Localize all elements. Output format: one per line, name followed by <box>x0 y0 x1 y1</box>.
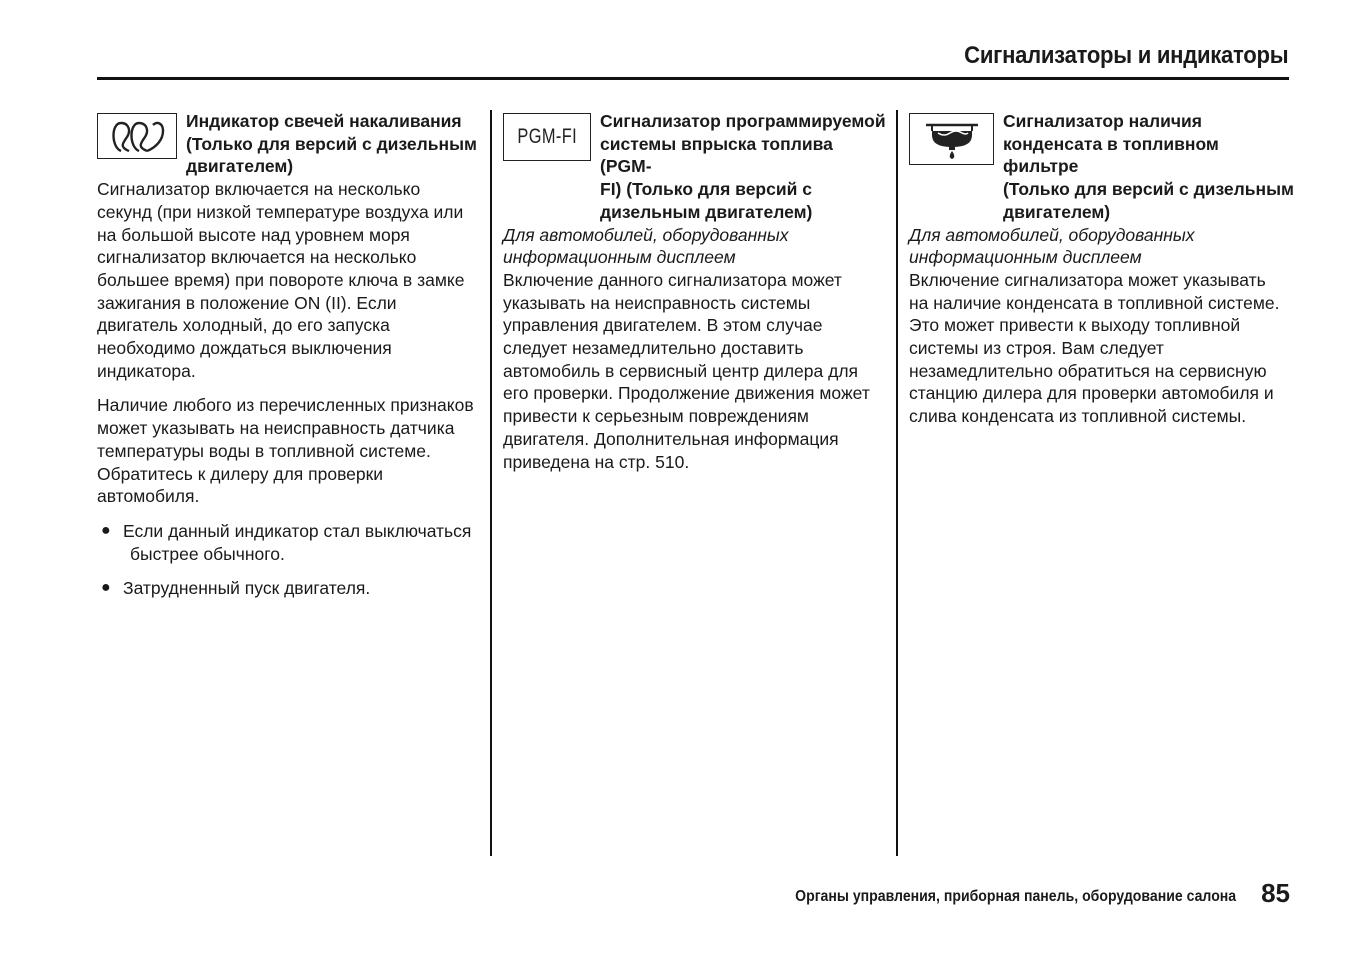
body-paragraph: Включение данного сигнализатора может указывать на неисправность системы управления двигателем. В этом случае следует незамедлительно доставить автомобиль в сервисный центр дилера для его проверки. Продолжение движения может привести к серьезным повреждениям двигателя. Дополнительная информация приведена на стр. 510. <box>503 269 870 472</box>
section-heading: Сигнализатор наличия конденсата в топливном фильтре (Только для версий с дизельным двигателем) <box>1003 111 1294 222</box>
page-title: Сигнализаторы и индикаторы <box>963 42 1288 69</box>
glow-plug-coil-icon <box>97 113 177 159</box>
column-divider <box>490 110 492 856</box>
column-water-in-fuel <box>909 110 1294 428</box>
body-paragraph: Наличие любого из перечисленных признаков может указывать на неисправность датчика температуры воды в топливной системе. Обратитесь к дилеру для проверки автомобиля. <box>97 395 474 507</box>
italic-note: Для автомобилей, оборудованных информационным дисплеем <box>909 224 1195 268</box>
list-item: ● Если данный индикатор стал выключаться быстрее обычного. <box>101 520 472 564</box>
italic-note: Для автомобилей, оборудованных информационным дисплеем <box>503 224 789 268</box>
column-divider <box>896 110 898 856</box>
section-heading: Индикатор свечей накаливания (Только для версий с дизельным двигателем) <box>186 111 477 177</box>
footer-section-title: Органы управления, приборная панель, оборудование салона <box>795 888 1236 905</box>
body-paragraph: Включение сигнализатора может указывать на наличие конденсата в топливной системе. Это может привести к выходу топливной системы из строя. Вам следует незамедлительно обратиться на сервисную станцию дилера для проверки автомобиля и слива конденсата из топливной системы. <box>909 269 1280 427</box>
page-number: 85 <box>1261 878 1290 908</box>
column-pgm-fi <box>503 110 888 473</box>
pgm-fi-icon: PGM-FI <box>503 113 591 161</box>
water-in-fuel-filter-icon <box>909 113 994 165</box>
section-heading: Сигнализатор программируемой системы впрыска топлива (PGM- FI) (Только для версий с дизельным двигателем) <box>600 111 886 222</box>
column-glow-plug <box>97 110 482 600</box>
header-rule <box>97 77 1289 80</box>
list-item: ● Затрудненный пуск двигателя. <box>101 578 371 599</box>
body-paragraph: Сигнализатор включается на несколько секунд (при низкой температуре воздуха или на большой высоте над уровнем моря сигнализатор включается на несколько большее время) при повороте ключа в замке зажигания в положение ON (II). Если двигатель холодный, до его запуска необходимо дождаться выключения индикатора. <box>97 179 465 381</box>
